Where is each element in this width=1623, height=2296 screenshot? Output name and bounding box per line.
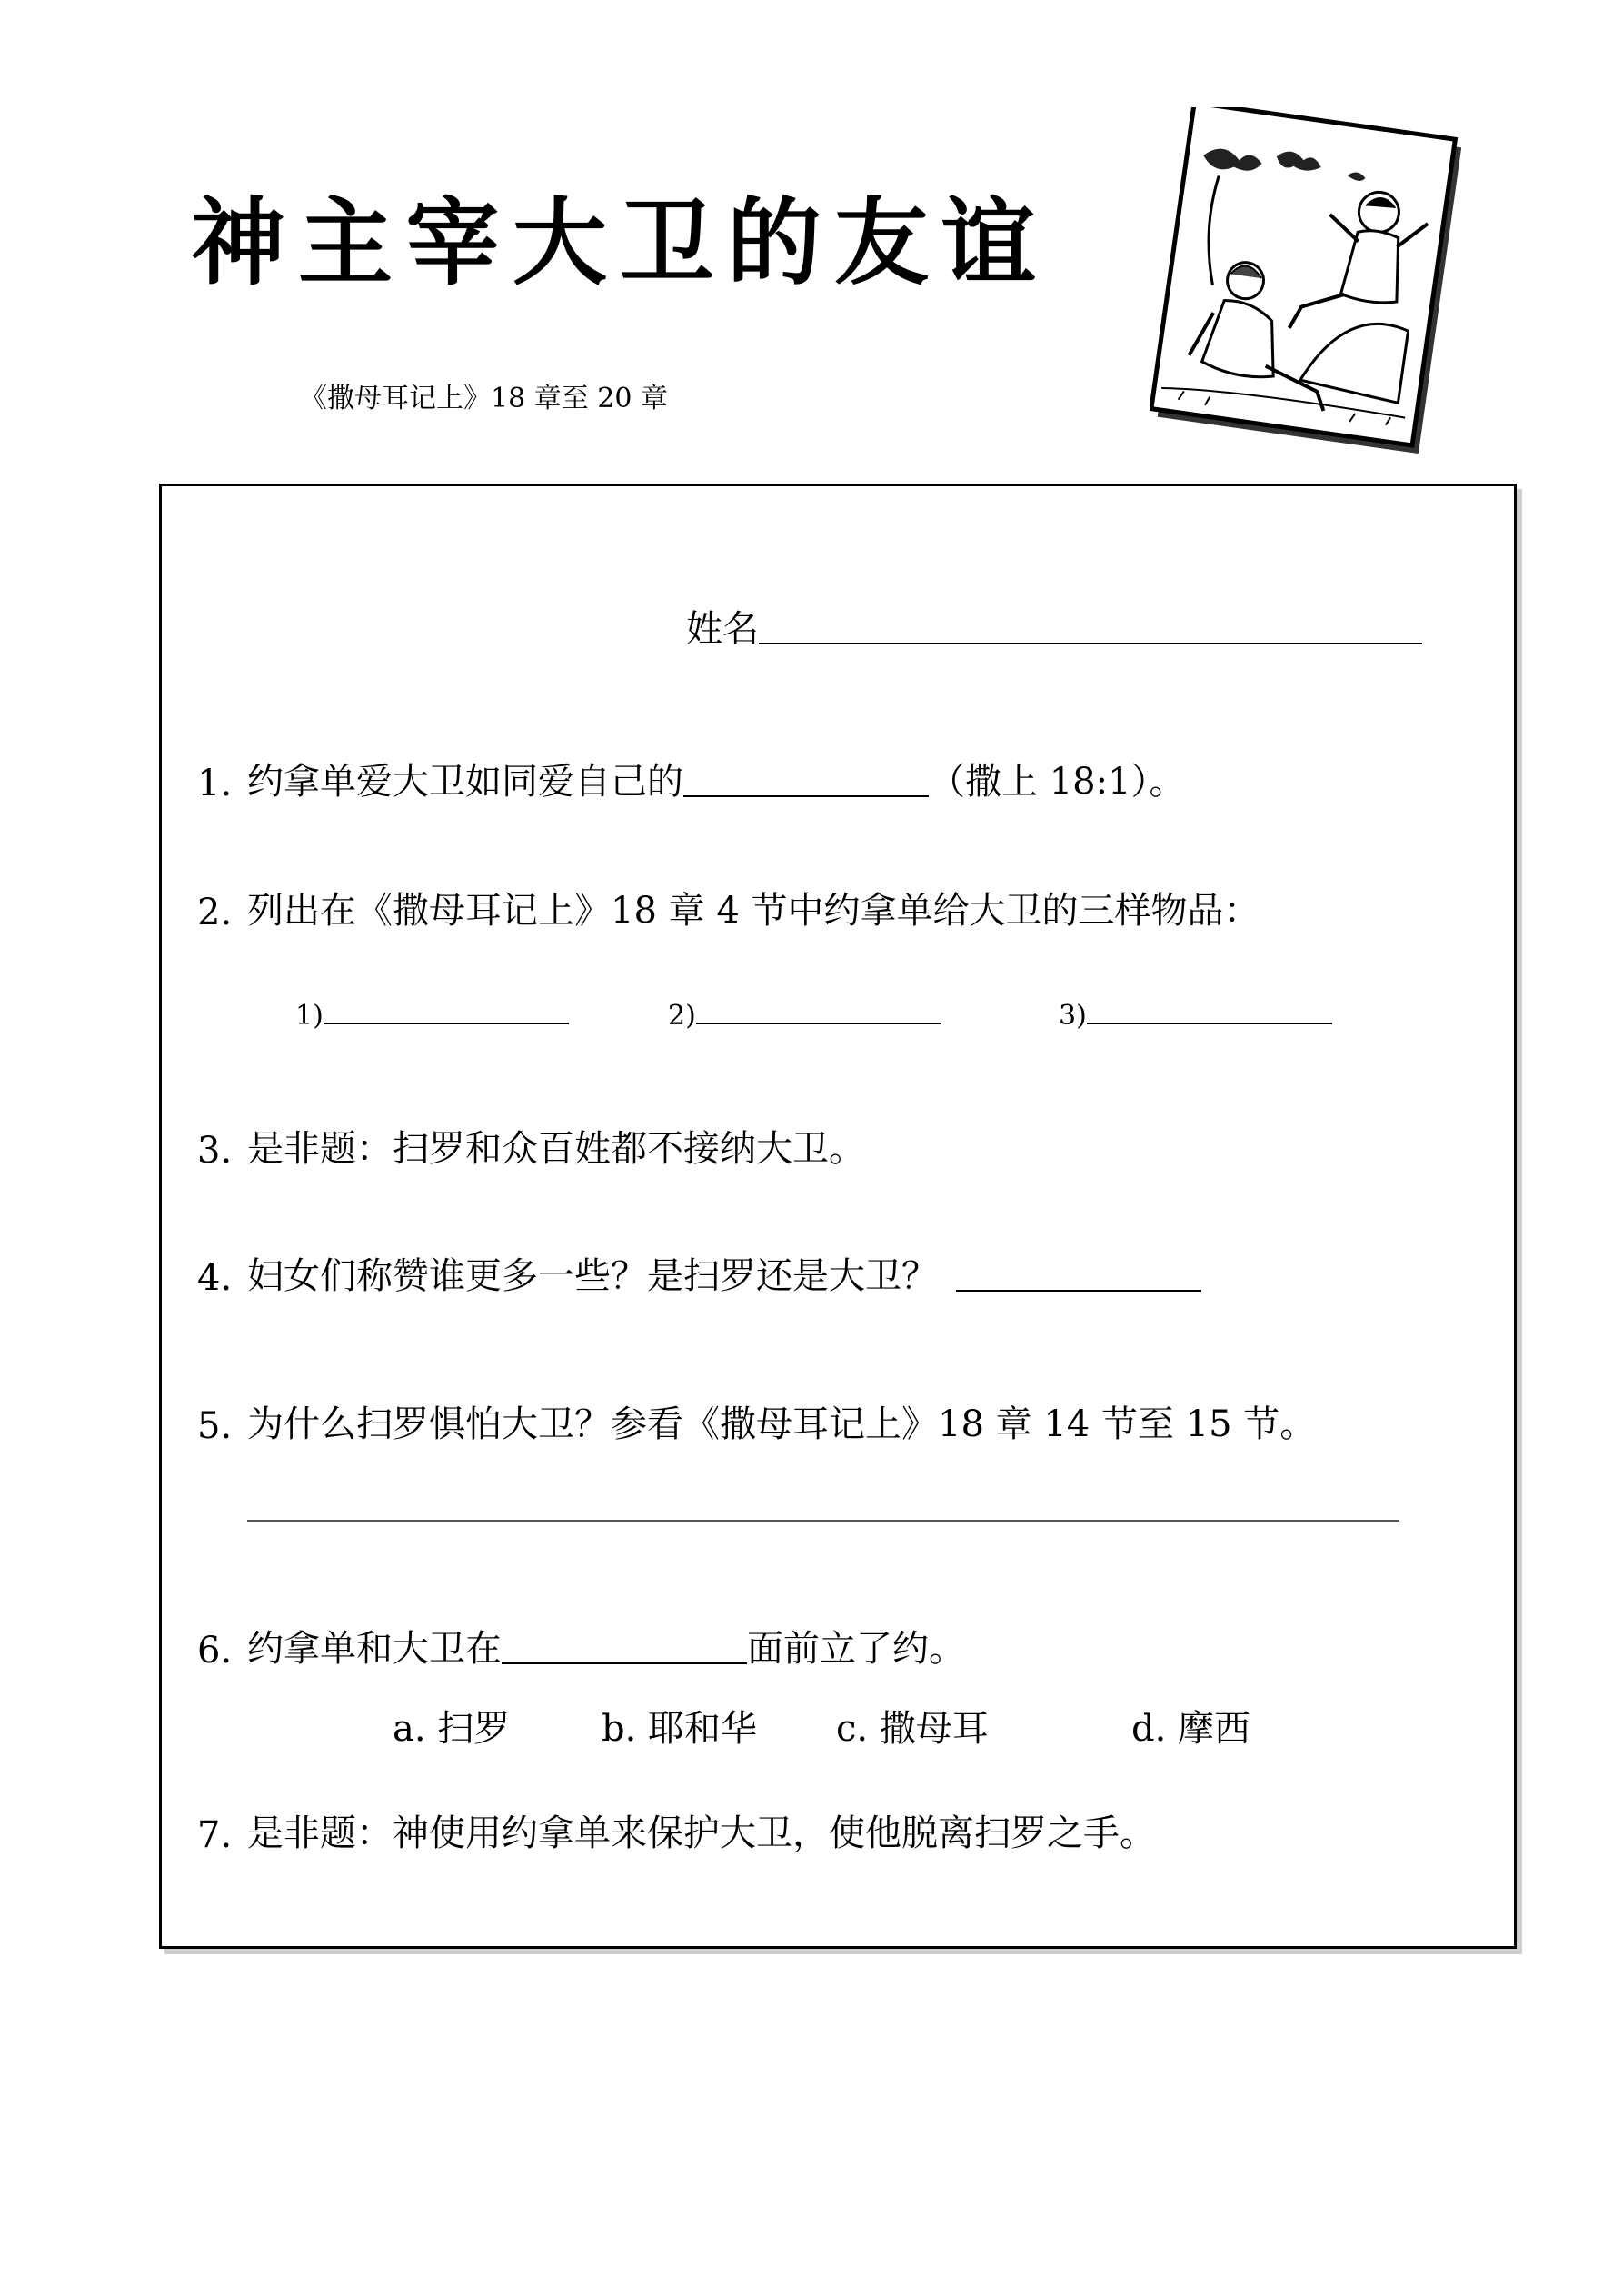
question-text: 妇女们称赞谁更多一些？是扫罗还是大卫？ [247,1255,938,1297]
question-3 [197,1120,865,1172]
answer-blank[interactable] [683,794,929,797]
question-text: 是非题：神使用约拿单来保护大卫，使他脱离扫罗之手。 [247,1812,1156,1854]
page-title: 神主宰大卫的友谊 [191,187,1050,298]
question-number: 7. [197,1814,233,1856]
answer-blank[interactable] [324,1022,569,1024]
question-number: 6. [197,1630,233,1672]
page-subtitle: 《撒母耳记上》18 章至 20 章 [300,383,668,414]
q2-item-1 [295,1000,569,1032]
question-number: 1. [197,763,233,804]
question-text-after: （撒上 18:1）。 [929,761,1186,803]
question-number: 5. [197,1405,233,1447]
question-6 [197,1620,965,1672]
question-number: 4. [197,1257,233,1299]
answer-blank[interactable] [956,1289,1201,1292]
q2-item-3 [1059,1000,1332,1032]
name-blank[interactable] [759,642,1422,644]
question-number: 3. [197,1130,233,1172]
name-field[interactable] [686,600,1422,652]
name-label: 姓名 [686,608,759,650]
choice-c[interactable]: c. 撒母耳 [836,1708,989,1750]
question-4 [197,1247,1201,1299]
answer-line[interactable] [247,1520,1399,1522]
question-2 [197,882,1260,933]
choice-a[interactable]: a. 扫罗 [393,1708,511,1750]
question-text: 是非题：扫罗和众百姓都不接纳大卫。 [247,1128,865,1170]
q2-item-2 [668,1000,941,1032]
choice-b[interactable]: b. 耶和华 [602,1708,758,1750]
question-text-after: 面前立了约。 [747,1628,965,1670]
question-5 [197,1395,1316,1447]
question-number: 2. [197,892,233,933]
question-text: 为什么扫罗惧怕大卫？参看《撒母耳记上》18 章 14 节至 15 节。 [247,1403,1317,1445]
question-text: 约拿单和大卫在 [247,1628,502,1670]
item-label: 3) [1059,1000,1087,1032]
question-text: 约拿单爱大卫如同爱自己的 [247,761,683,803]
choice-d[interactable]: d. 摩西 [1131,1708,1251,1750]
question-text: 列出在《撒母耳记上》18 章 4 节中约拿单给大卫的三样物品： [247,890,1260,932]
item-label: 1) [295,1000,324,1032]
answer-blank[interactable] [1087,1022,1332,1024]
answer-blank[interactable] [696,1022,941,1024]
item-label: 2) [668,1000,696,1032]
question-1 [197,753,1186,804]
answer-blank[interactable] [502,1662,747,1664]
question-7 [197,1804,1156,1856]
illustration-image [1150,107,1463,469]
